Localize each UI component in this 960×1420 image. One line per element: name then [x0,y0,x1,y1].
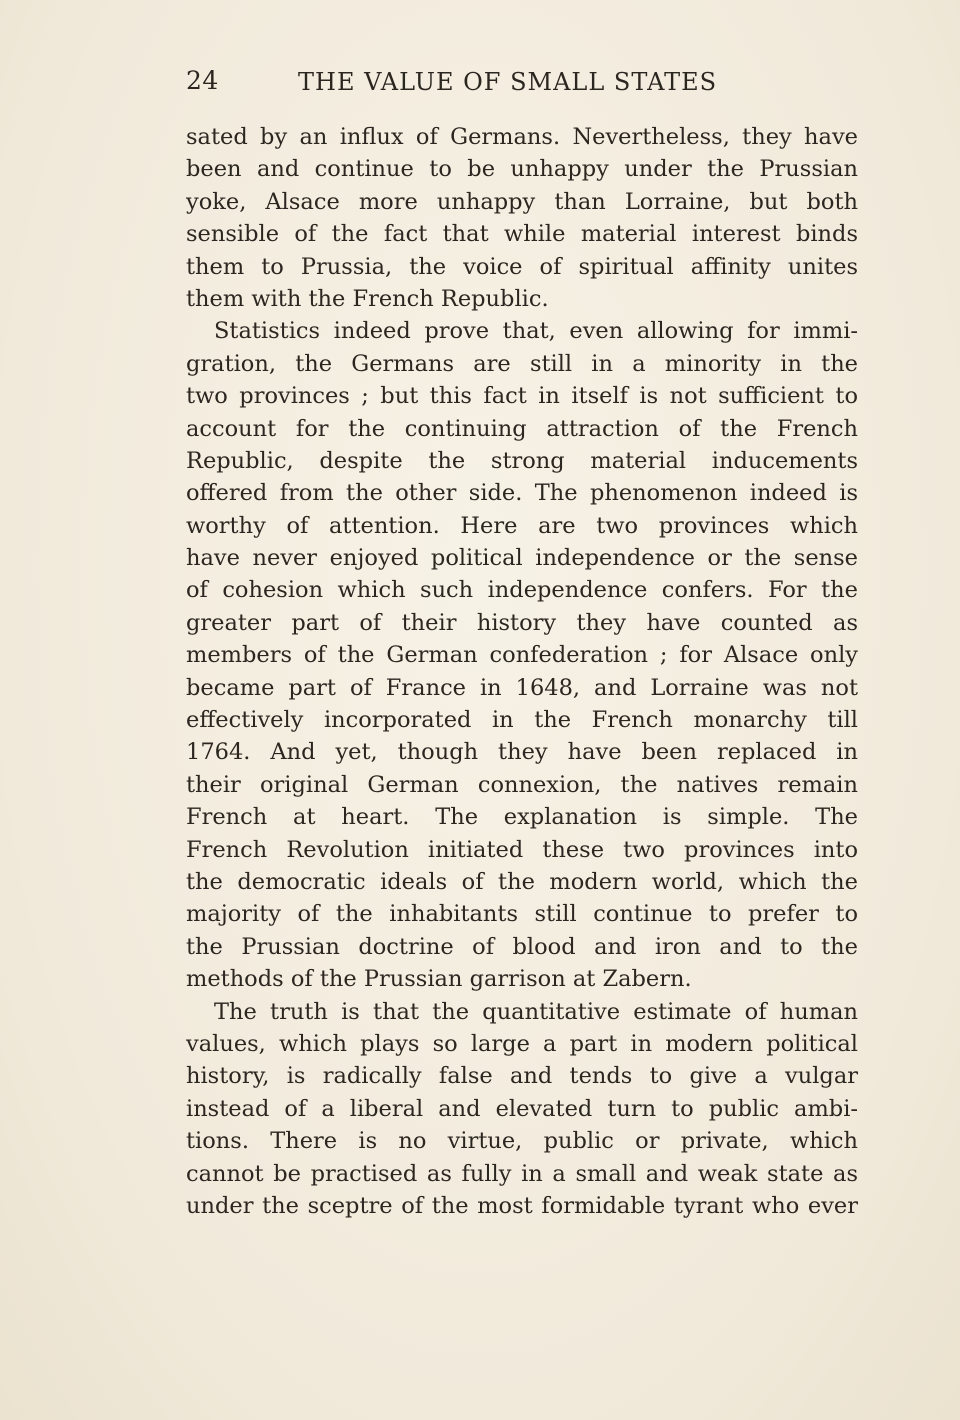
text-line: gration, the Germans are still in a minority in the [186,350,858,377]
text-line: The truth is that the quantitative estimate of human [214,998,858,1025]
text-line: their original German connexion, the natives remain [186,771,858,798]
text-line: the Prussian doctrine of blood and iron and to the [186,933,858,960]
text-line: sensible of the fact that while material interest binds [186,221,858,248]
text-line: majority of the inhabitants still continue to prefer to [186,901,858,928]
text-line: the democratic ideals of the modern world, which the [186,868,858,895]
text-line: tions. There is no virtue, public or private, which [186,1128,858,1155]
text-line: account for the continuing attraction of the French [186,415,858,442]
text-line: history, is radically false and tends to give a vulgar [186,1063,858,1090]
text-line: two provinces ; but this fact in itself is not sufficient to [186,383,858,410]
running-title: THE VALUE OF SMALL STATES [298,68,718,96]
text-line: have never enjoyed political independence or the sense [186,545,858,572]
text-line: of cohesion which such independence confers. For the [186,577,858,604]
text-line: worthy of attention. Here are two provinces which [186,512,858,539]
text-line: greater part of their history they have counted as [186,609,858,636]
text-line: them to Prussia, the voice of spiritual affinity unites [186,253,858,280]
text-line: French at heart. The explanation is simple. The [186,804,858,831]
text-line: yoke, Alsace more unhappy than Lorraine, but both [186,188,858,215]
text-line: Statistics indeed prove that, even allowing for immi- [214,318,858,345]
text-line: been and continue to be unhappy under the Prussian [186,156,858,183]
text-line: members of the German confederation ; for Alsace only [186,642,858,669]
text-line: values, which plays so large a part in modern political [186,1030,858,1057]
text-line: Republic, despite the strong material inducements [186,447,858,474]
body-text [186,121,858,1222]
text-line: methods of the Prussian garrison at Zabern. [186,966,692,993]
text-line: under the sceptre of the most formidable tyrant who ever [186,1192,858,1219]
text-line: them with the French Republic. [186,285,549,312]
running-head [186,66,756,106]
page-number: 24 [186,66,219,95]
text-line: French Revolution initiated these two provinces into [186,836,858,863]
text-line: effectively incorporated in the French monarchy till [186,707,858,734]
text-line: instead of a liberal and elevated turn to public ambi- [186,1095,858,1122]
text-line: cannot be practised as fully in a small and weak state as [186,1160,858,1187]
text-line: 1764. And yet, though they have been replaced in [186,739,858,766]
text-line: became part of France in 1648, and Lorraine was not [186,674,858,701]
text-line: sated by an influx of Germans. Nevertheless, they have [186,124,858,150]
text-line: offered from the other side. The phenomenon indeed is [186,480,858,507]
